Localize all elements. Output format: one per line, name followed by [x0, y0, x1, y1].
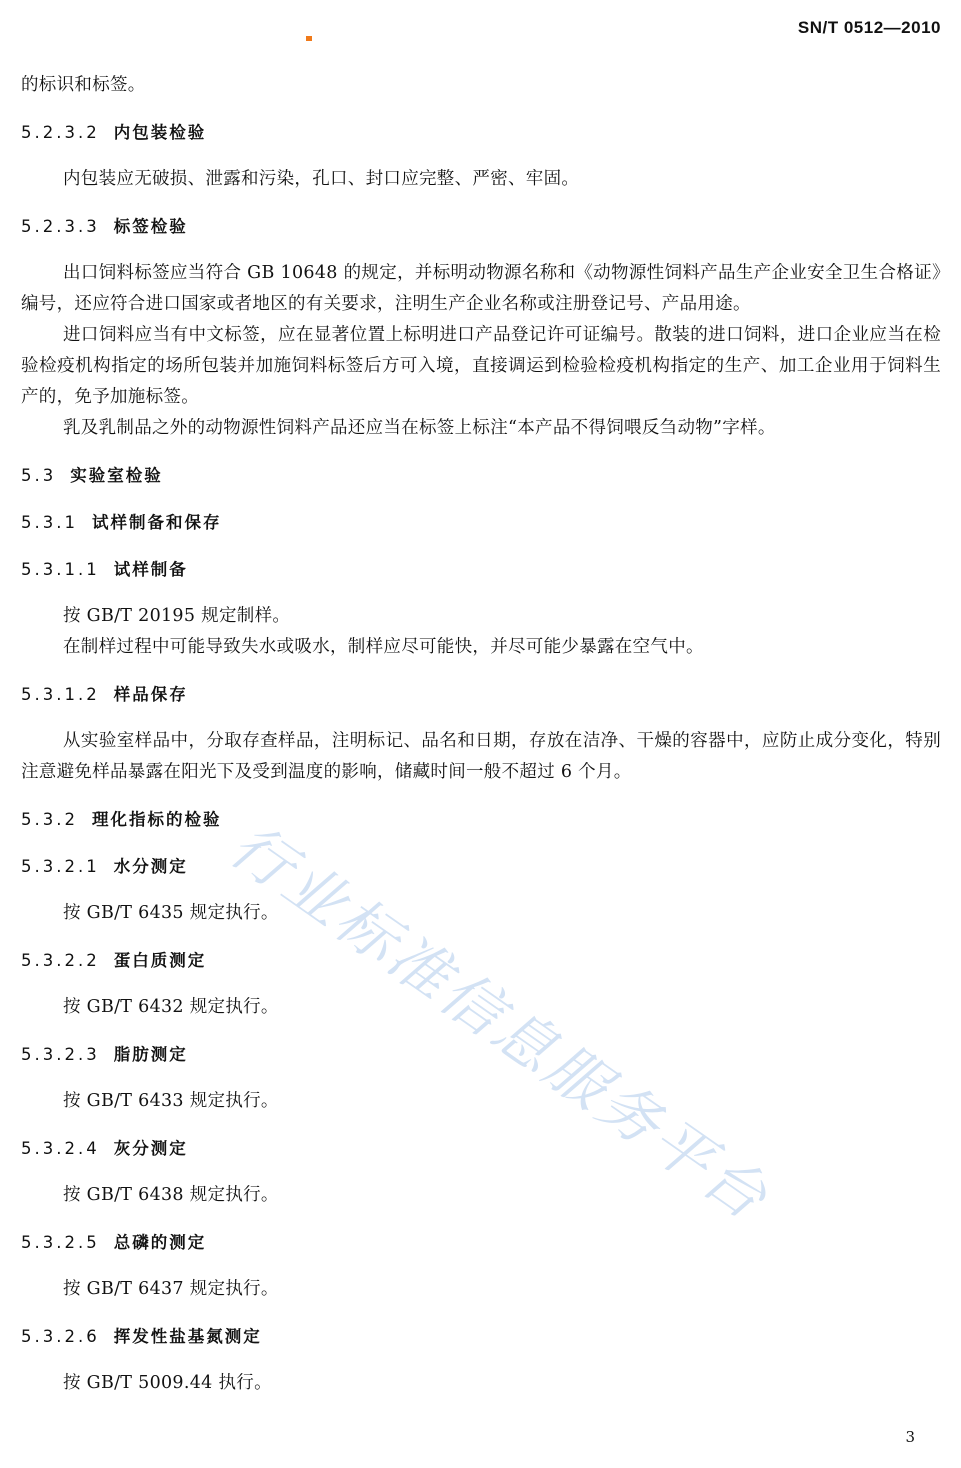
section-title: 总磷的测定 [113, 1233, 207, 1252]
section-heading [21, 211, 941, 242]
paragraph: 进口饲料应当有中文标签，应在显著位置上标明进口产品登记许可证编号。散装的进口饲料，进口企业应当在检验检疫机构指定的场所包装并加施饲料标签后方可入境，直接调运到检验检疫机构指定的生产、加工企业用于饲料生产的，免予加施标签。 [21, 325, 941, 407]
paragraph: 按 GB/T 20195 规定制样。 [63, 606, 291, 626]
section-title: 水分测定 [113, 857, 188, 876]
section-title: 标签检验 [113, 217, 188, 236]
paragraph: 在制样过程中可能导致失水或吸水，制样应尽可能快，并尽可能少暴露在空气中。 [63, 637, 704, 657]
section-heading [21, 1133, 941, 1164]
section-heading [21, 460, 941, 491]
section-title: 内包装检验 [113, 123, 207, 142]
paragraph: 按 GB/T 5009.44 执行。 [63, 1373, 272, 1393]
section-heading [21, 507, 941, 538]
section-title: 灰分测定 [113, 1139, 188, 1158]
section-heading [21, 117, 941, 148]
page-number: 3 [905, 1428, 915, 1446]
paragraph: 内包装应无破损、泄露和污染，孔口、封口应完整、严密、牢固。 [63, 169, 580, 189]
section-number: 5.3.2.3 [21, 1045, 100, 1064]
section-heading [21, 851, 941, 882]
section-number: 5.2.3.2 [21, 123, 100, 142]
section-number: 5.3.1 [21, 513, 78, 532]
section-heading [21, 1321, 941, 1352]
section-title: 样品保存 [113, 685, 188, 704]
section-number: 5.3.1.1 [21, 560, 100, 579]
paragraph: 按 GB/T 6432 规定执行。 [63, 997, 279, 1017]
paragraph: 出口饲料标签应当符合 GB 10648 的规定，并标明动物源名称和《动物源性饲料产品生产企业安全卫生合格证》编号，还应符合进口国家或者地区的有关要求，注明生产企业名称或注册登记号、产品用途。 [21, 263, 941, 314]
standard-code: SN/T 0512—2010 [797, 18, 941, 37]
paragraph: 从实验室样品中，分取存查样品，注明标记、品名和日期，存放在洁净、干燥的容器中，应防止成分变化，特别注意避免样品暴露在阳光下及受到温度的影响，储藏时间一般不超过 6 个月。 [21, 731, 941, 782]
section-number: 5.3.2.1 [21, 857, 100, 876]
section-title: 实验室检验 [70, 466, 163, 485]
section-heading [21, 1039, 941, 1070]
section-title: 脂肪测定 [113, 1045, 188, 1064]
section-title: 理化指标的检验 [91, 810, 222, 829]
section-title: 试样制备 [113, 560, 188, 579]
section-title: 试样制备和保存 [91, 513, 222, 532]
section-number: 5.3.1.2 [21, 685, 100, 704]
paragraph: 乳及乳制品之外的动物源性饲料产品还应当在标签上标注“本产品不得饲喂反刍动物”字样。 [63, 418, 776, 438]
section-number: 5.3.2 [21, 810, 78, 829]
watermark-text: 行业标准信息服务平台 [217, 810, 782, 1236]
paragraph: 按 GB/T 6435 规定执行。 [63, 903, 279, 923]
section-heading [21, 945, 941, 976]
section-number: 5.3 [21, 466, 57, 485]
section-title: 蛋白质测定 [113, 951, 207, 970]
section-number: 5.3.2.5 [21, 1233, 100, 1252]
section-number: 5.3.2.2 [21, 951, 100, 970]
section-heading [21, 554, 941, 585]
paragraph: 按 GB/T 6437 规定执行。 [63, 1279, 279, 1299]
orange-mark [306, 36, 312, 41]
paragraph: 按 GB/T 6438 规定执行。 [63, 1185, 279, 1205]
section-title: 挥发性盐基氮测定 [113, 1327, 262, 1346]
section-number: 5.2.3.3 [21, 217, 100, 236]
document-body [21, 70, 941, 1399]
paragraph: 的标识和标签。 [21, 75, 146, 95]
section-number: 5.3.2.6 [21, 1327, 100, 1346]
section-heading [21, 679, 941, 710]
section-number: 5.3.2.4 [21, 1139, 100, 1158]
section-heading [21, 804, 941, 835]
section-heading [21, 1227, 941, 1258]
paragraph: 按 GB/T 6433 规定执行。 [63, 1091, 279, 1111]
